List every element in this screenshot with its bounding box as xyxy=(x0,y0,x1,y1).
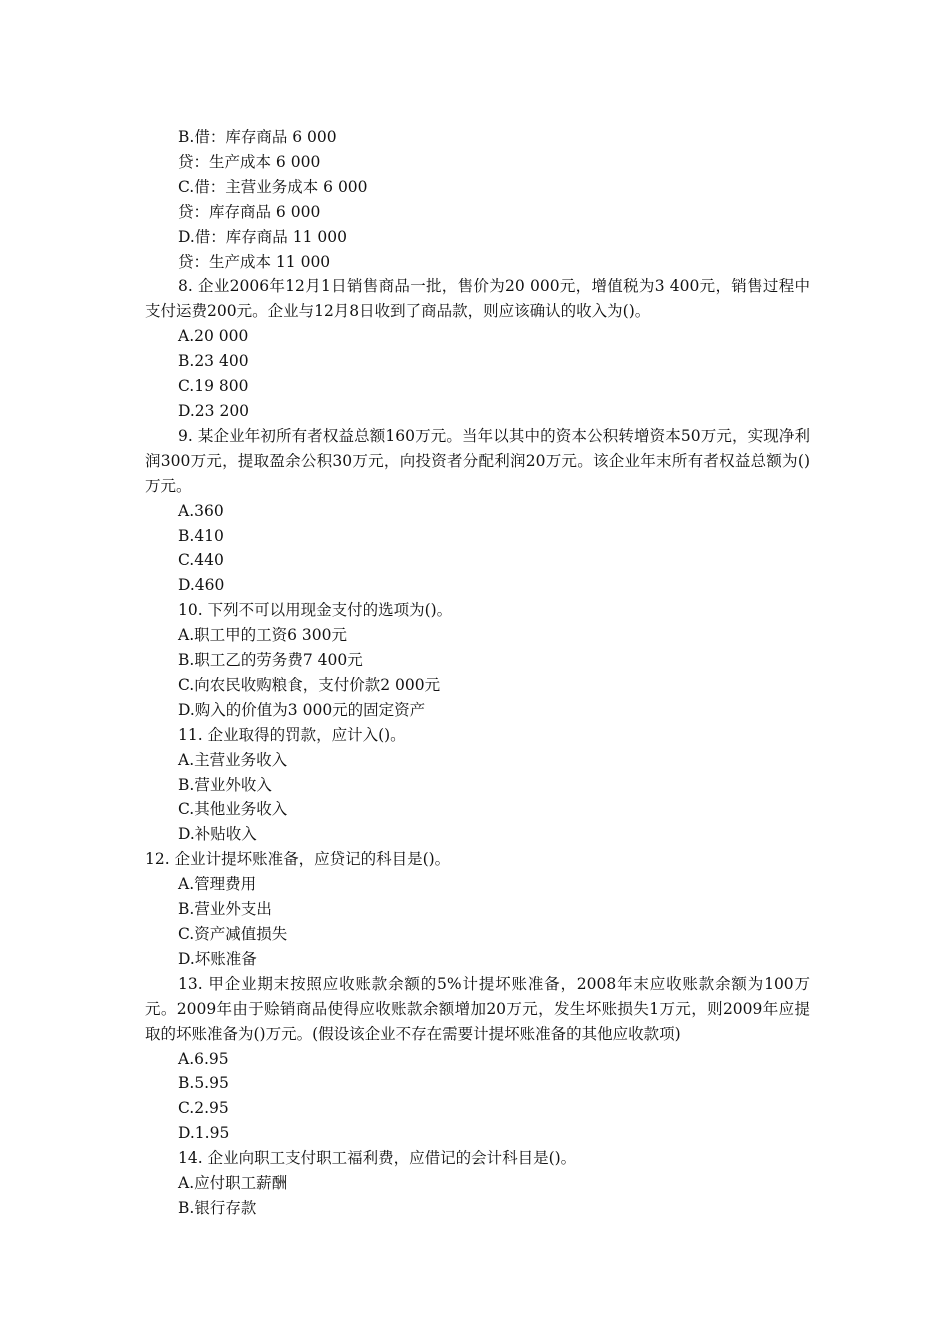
text-line: 贷：生产成本 11 000 xyxy=(178,252,331,271)
text-line: A.20 000 xyxy=(178,327,249,346)
question-paragraph: 9. 某企业年初所有者权益总额160万元。当年以其中的资本公积转增资本50万元，实现净利润300万元，提取盈余公积30万元，向投资者分配利润20万元。该企业年末所有者权益总额为()万元。 xyxy=(145,426,810,495)
text-line: A.360 xyxy=(178,501,224,520)
text-line: 12. 企业计提坏账准备，应贷记的科目是()。 xyxy=(145,850,451,869)
text-line: C.440 xyxy=(178,551,224,570)
text-line: B.银行存款 xyxy=(178,1198,257,1217)
text-line: D.补贴收入 xyxy=(178,825,257,844)
text-line: 11. 企业取得的罚款，应计入()。 xyxy=(178,725,406,744)
text-line: B.5.95 xyxy=(178,1074,229,1093)
text-line: A.应付职工薪酬 xyxy=(178,1174,288,1193)
text-line: D.23 200 xyxy=(178,401,250,420)
question-paragraph: 8. 企业2006年12月1日销售商品一批，售价为20 000元，增值税为3 400元，销售过程中支付运费200元。企业与12月8日收到了商品款，则应该确认的收入为()。 xyxy=(145,277,810,321)
text-line: 10. 下列不可以用现金支付的选项为()。 xyxy=(178,601,453,620)
text-line: B.职工乙的劳务费7 400元 xyxy=(178,651,363,670)
text-line: D.借：库存商品 11 000 xyxy=(178,227,347,246)
text-line: D.购入的价值为3 000元的固定资产 xyxy=(178,700,426,719)
document-body xyxy=(145,125,810,1221)
text-line: B.410 xyxy=(178,526,224,545)
text-line: A.管理费用 xyxy=(178,875,257,894)
question-paragraph: 13. 甲企业期末按照应收账款余额的5%计提坏账准备，2008年末应收账款余额为100万元。2009年由于赊销商品使得应收账款余额增加20万元，发生坏账损失1万元，则2009年应提取的坏账准备为()万元。(假设该企业不存在需要计提坏账准备的其他应收款项) xyxy=(145,974,810,1043)
text-line: 贷：库存商品 6 000 xyxy=(178,202,321,221)
text-line: C.借：主营业务成本 6 000 xyxy=(178,177,368,196)
text-line: B.23 400 xyxy=(178,352,249,371)
text-line: C.其他业务收入 xyxy=(178,800,288,819)
text-line: B.营业外收入 xyxy=(178,775,272,794)
text-line: B.营业外支出 xyxy=(178,900,272,919)
text-line: B.借：库存商品 6 000 xyxy=(178,128,337,146)
text-line: A.6.95 xyxy=(178,1049,229,1068)
text-line: A.职工甲的工资6 300元 xyxy=(178,626,347,645)
text-line: 14. 企业向职工支付职工福利费，应借记的会计科目是()。 xyxy=(178,1149,577,1168)
text-line: D.坏账准备 xyxy=(178,949,257,968)
text-line: 贷：生产成本 6 000 xyxy=(178,152,321,171)
text-line: D.1.95 xyxy=(178,1124,230,1143)
text-line: C.2.95 xyxy=(178,1099,229,1118)
text-line: D.460 xyxy=(178,576,225,595)
text-line: C.资产减值损失 xyxy=(178,925,288,943)
text-line: A.主营业务收入 xyxy=(178,750,288,769)
text-line: C.向农民收购粮食，支付价款2 000元 xyxy=(178,675,441,694)
text-line: C.19 800 xyxy=(178,377,249,396)
